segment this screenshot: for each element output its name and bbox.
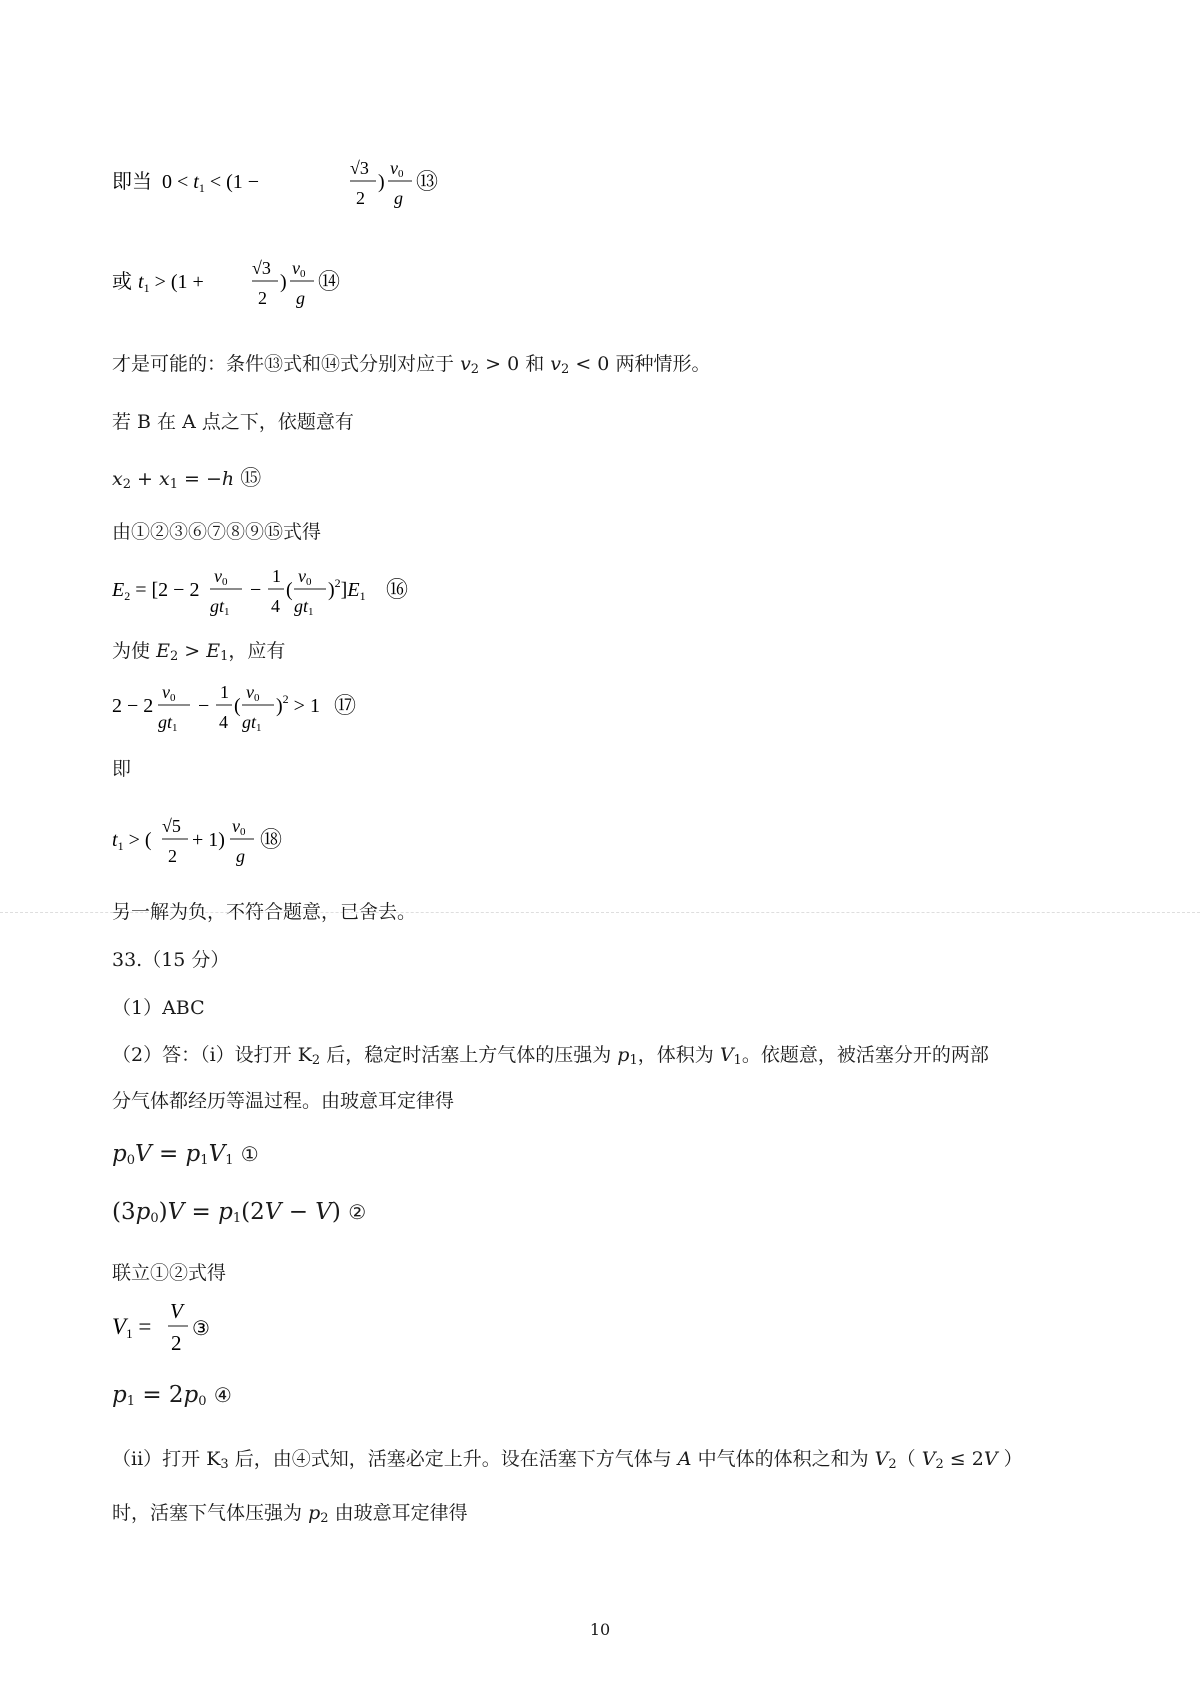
eq17-lhs: 2 − 2 [112,695,154,717]
eq13-marker: ⑬ [416,169,439,194]
eq18-plus: + 1) [192,829,225,851]
eq15-body: $x_2 + x_1 = -h$ [112,468,235,492]
ans2-part-d: 。依题意，被活塞分开的两部 [741,1044,989,1066]
from-equations-line: 由①②③⑥⑦⑧⑨⑮式得 [112,521,322,543]
equation-18-svg [112,806,532,878]
c4-marker: ④ [213,1383,232,1407]
eq14-sqrt3: √3 [252,258,271,278]
eq14-v0: v0 [292,258,306,280]
ans2-v1: $V_1$ [719,1044,742,1068]
question-33-heading: 33.（15 分） [112,949,230,971]
eq15-marker: ⑮ [240,466,262,490]
combine-line: 联立①②式得 [112,1262,227,1284]
c2-marker: ② [348,1200,367,1224]
eq14-paren: ) [280,271,287,293]
eq13-prefix: 即当 [112,171,152,193]
ii-v2: $V_2$ [874,1448,897,1472]
ii-line2-a: 时，活塞下气体压强为 [112,1502,303,1524]
eq17-gt1: gt1 [158,712,178,734]
equation-c4 [112,1384,232,1408]
ans2-part-c: ，体积为 [637,1044,714,1066]
eq16-four: 4 [271,596,280,616]
ji-line: 即 [112,758,132,780]
to-make-line [112,642,285,663]
eq17-v0: v0 [162,682,176,704]
eq16-v0: v0 [214,566,228,588]
answer-2-line-2: 分气体都经历等温过程。由玻意耳定律得 [112,1090,455,1112]
ans2-k-subscript: 2 [311,1053,321,1068]
c1-marker: ① [240,1142,259,1166]
equation-c3 [112,1292,412,1364]
eq18-v0: v0 [232,816,246,838]
ii-part-c: 中气体的体积之和为 [697,1448,869,1470]
equation-17-svg [112,672,532,744]
eq17-v0b: v0 [246,682,260,704]
c3-lhs: V1 = [112,1314,152,1341]
c3-two: 2 [171,1331,182,1355]
eq17-open: ( [234,695,241,717]
ans2-part-a: （2）答：（i）设打开 K [112,1044,312,1066]
eq14-two: 2 [258,288,267,308]
c1-body: $p_0V = p_1V_1$ [112,1141,234,1168]
answer-1-line: （1）ABC [112,997,205,1019]
eq16-minus: − [250,579,262,601]
eq13-paren: ) [378,171,385,193]
condition-and: 和 [525,353,545,375]
equation-13 [112,148,532,220]
eq17-one: 1 [220,682,229,702]
part-ii-line-2 [112,1504,468,1525]
part-ii-line [112,1450,1023,1471]
eq18-sqrt5: √5 [162,816,181,836]
to-make-text: 为使 [112,640,151,662]
equation-c3-svg [112,1292,412,1364]
equation-16-svg [112,556,532,628]
ii-p2: $p_2$ [308,1502,329,1526]
condition-text: 才是可能的：条件⑬式和⑭式分别对应于 [112,353,455,375]
page-number: 10 [589,1620,611,1639]
eq16-open: ( [286,579,293,601]
eq16-marker: ⑯ [386,577,409,602]
equation-16 [112,556,532,628]
equation-c1 [112,1143,259,1167]
eq17-close: )$^2$ > 1 [276,692,320,717]
eq16-gt1b: gt1 [294,596,314,618]
answer-2-line [112,1046,989,1067]
case-b-below-line: 若 B 在 A 点之下，依题意有 [112,411,354,433]
eq14-marker: ⑭ [318,269,341,294]
equation-15 [112,468,261,491]
equation-14 [112,248,532,320]
c4-body: $p_1 = 2p_0$ [112,1382,207,1409]
eq13-two: 2 [356,188,365,208]
eq16-v0b: v0 [298,566,312,588]
equation-18 [112,806,532,878]
equation-17 [112,672,532,744]
ii-v2-ineq: $V_2 \le 2V$ [921,1448,998,1472]
ans2-part-b: 后，稳定时活塞上方气体的压强为 [326,1044,612,1066]
c2-body: $(3p_0)V = p_1(2V - V)$ [112,1199,341,1226]
eq16-gt1: gt1 [210,596,230,618]
ii-a-label: A [677,1448,692,1470]
eq18-g: g [236,846,245,866]
eq16-close: )$^2]E_1$ [328,576,366,603]
should-have-text: ，应有 [228,640,286,662]
condition-v2-positive: $v_2 > 0$ [460,353,520,377]
eq16-one: 1 [272,566,281,586]
eq13-sqrt3: √3 [350,158,369,178]
eq13-v0: v0 [390,158,404,180]
eq18-marker: ⑱ [260,827,283,852]
eq17-four: 4 [219,712,228,732]
ii-part-d: （ [896,1448,916,1470]
c3-v: V [170,1299,183,1323]
eq13-body: $0 < t_1 < (1$ − [162,171,260,195]
eq17-gt1b: gt1 [242,712,262,734]
eq14-body: $t_1 > (1$ + [138,271,204,295]
eq14-g: g [296,288,305,308]
condition-line [112,355,710,376]
eq18-two: 2 [168,846,177,866]
ii-k-subscript: 3 [220,1457,229,1472]
condition-v2-negative: $v_2 < 0$ [550,353,610,377]
equation-c2 [112,1201,366,1225]
eq17-minus: − [198,695,210,717]
eq16-lhs: $E_2 = [2 - 2$ [112,579,200,603]
eq18-lhs: $t_1$ > ( [112,829,152,853]
ii-line2-b: 由玻意耳定律得 [334,1502,468,1524]
to-make-ineq: $E_2 > E_1$ [156,640,229,664]
other-root-line: 另一解为负，不符合题意，已舍去。 [112,901,417,923]
ii-part-e: ） [1003,1448,1023,1470]
c3-marker: ③ [192,1318,210,1340]
eq14-prefix: 或 [112,271,132,293]
equation-13-svg [112,148,532,220]
condition-tail: 两种情形。 [615,353,711,375]
eq17-marker: ⑰ [334,693,357,718]
eq13-g: g [394,188,403,208]
ii-part-a: （ii）打开 K [112,1448,221,1470]
ans2-p1: $p_1$ [617,1044,638,1068]
ii-part-b: 后，由④式知，活塞必定上升。设在活塞下方气体与 [234,1448,672,1470]
equation-14-svg [112,248,532,320]
